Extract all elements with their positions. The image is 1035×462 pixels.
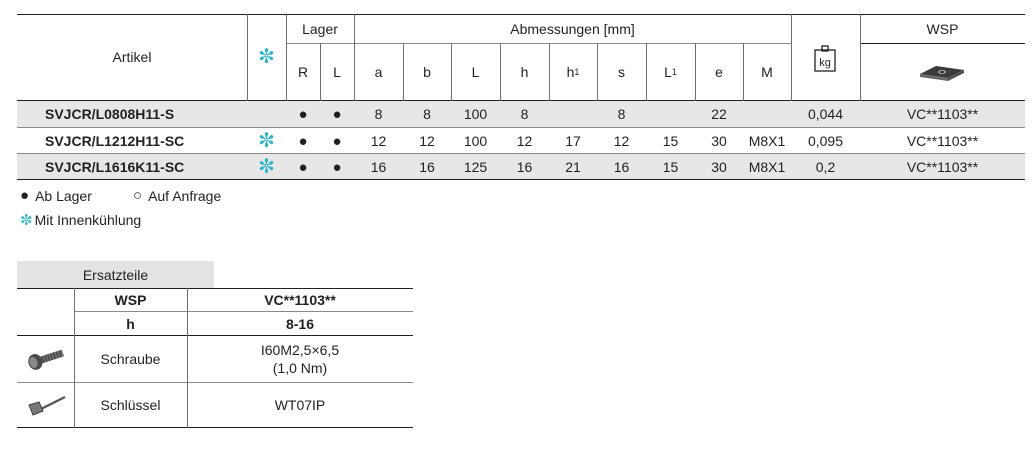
screw-icon [24, 345, 68, 373]
col-label: h [566, 63, 575, 80]
cell-wsp: VC**1103** [906, 106, 979, 122]
weight-icon [812, 45, 838, 73]
cell-weight: 0,095 [807, 133, 844, 149]
cell-a: 12 [370, 133, 387, 149]
col-label: L [664, 63, 672, 80]
header-artikel: Artikel [112, 49, 152, 65]
cell-L: 125 [463, 159, 488, 175]
cell-h: 12 [516, 133, 533, 149]
header-col-e [695, 43, 743, 100]
cell-h1 [549, 101, 597, 127]
col-label: b [423, 63, 431, 80]
cell-r: ● [298, 132, 308, 150]
cell-wsp: VC**1103** [906, 159, 979, 175]
col-sub: 1 [574, 66, 580, 77]
spare-parts-title: Ersatzteile [17, 261, 214, 289]
cell-l: ● [332, 158, 342, 176]
insert-icon [918, 60, 966, 84]
spare-wsp-value: VC**1103** [264, 292, 336, 308]
header-abmessungen: Abmessungen [mm] [510, 20, 635, 37]
col-label: L [471, 63, 480, 80]
legend-cooling [20, 212, 141, 228]
spare-screw-torque: (1,0 Nm) [272, 360, 328, 376]
cell-b: 16 [419, 159, 435, 175]
cell-e: 30 [711, 133, 727, 149]
cooling-icon: ✼ [258, 130, 275, 152]
cell-a: 16 [370, 159, 387, 175]
col-label: s [618, 63, 625, 80]
cell-s: 12 [613, 133, 630, 149]
cell-L1: 15 [662, 159, 679, 175]
spare-screw-value [187, 336, 413, 382]
cell-b: 8 [423, 106, 431, 122]
col-label: M [761, 63, 773, 80]
cell-e: 22 [711, 106, 727, 122]
cell-l: ● [332, 132, 342, 150]
cell-L1: 15 [662, 133, 679, 149]
cell-M: M8X1 [748, 133, 786, 149]
header-col-L1 [646, 43, 695, 100]
empty-dot-icon: ○ [133, 187, 143, 204]
header-col-b [403, 43, 451, 100]
cooling-icon [247, 101, 286, 127]
cell-wsp: VC**1103** [906, 133, 979, 149]
header-lager: Lager [302, 20, 338, 37]
cell-artikel: SVJCR/L0808H11-S [45, 106, 175, 122]
header-col-a [354, 43, 403, 100]
spare-key-label: Schlüssel [100, 397, 161, 413]
col-sub: 1 [671, 66, 677, 77]
legend-cooling-label: Mit Innenkühlung [34, 212, 142, 228]
col-label: e [715, 63, 723, 80]
spare-key-value: WT07IP [274, 397, 326, 413]
header-col-L [451, 43, 500, 100]
cell-artikel: SVJCR/L1212H11-SC [45, 133, 185, 149]
cell-weight: 0,044 [807, 106, 844, 122]
legend-auf-anfrage-label: Auf Anfrage [148, 187, 222, 204]
header-col-h [500, 43, 549, 100]
cell-s: 8 [617, 106, 626, 122]
header-col-M [743, 43, 791, 100]
cooling-icon: ✼ [20, 211, 33, 229]
cooling-icon: ✼ [258, 46, 275, 68]
spare-h-value: 8-16 [285, 315, 315, 332]
cell-b: 12 [419, 133, 435, 149]
spare-screw-type: I60M2,5×6,5 [260, 342, 340, 358]
weight-icon-label: kg [819, 57, 831, 69]
cell-h1: 21 [565, 159, 581, 175]
key-icon [25, 393, 67, 419]
col-label: a [374, 63, 383, 80]
cell-h: 8 [520, 106, 529, 122]
filled-dot-icon: ● [20, 187, 30, 204]
spare-wsp-label: WSP [114, 292, 147, 308]
col-label: h [520, 63, 529, 80]
legend-ab-lager-label: Ab Lager [35, 187, 92, 204]
cell-a: 8 [374, 106, 383, 122]
cell-e: 30 [711, 159, 727, 175]
cell-L: 100 [463, 133, 488, 149]
header-col-l: L [333, 63, 341, 80]
cell-M [743, 101, 791, 127]
header-col-s [597, 43, 646, 100]
cell-h: 16 [516, 159, 533, 175]
header-col-r: R [297, 63, 309, 80]
cell-weight: 0,2 [815, 159, 836, 175]
legend-auf-anfrage [133, 187, 221, 204]
cell-s: 16 [613, 159, 630, 175]
cooling-icon: ✼ [258, 156, 275, 178]
header-wsp: WSP [926, 20, 959, 37]
spare-screw-label: Schraube [100, 351, 161, 367]
cell-l: ● [332, 105, 342, 123]
cell-r: ● [298, 105, 308, 123]
cell-L1 [646, 101, 695, 127]
cell-h1: 17 [565, 133, 581, 149]
cell-L: 100 [463, 106, 488, 122]
legend-ab-lager [20, 187, 92, 204]
spare-h-label: h [126, 315, 135, 332]
cell-r: ● [298, 158, 308, 176]
cell-artikel: SVJCR/L1616K11-SC [45, 159, 185, 175]
header-col-h1 [549, 43, 597, 100]
cell-M: M8X1 [748, 159, 786, 175]
